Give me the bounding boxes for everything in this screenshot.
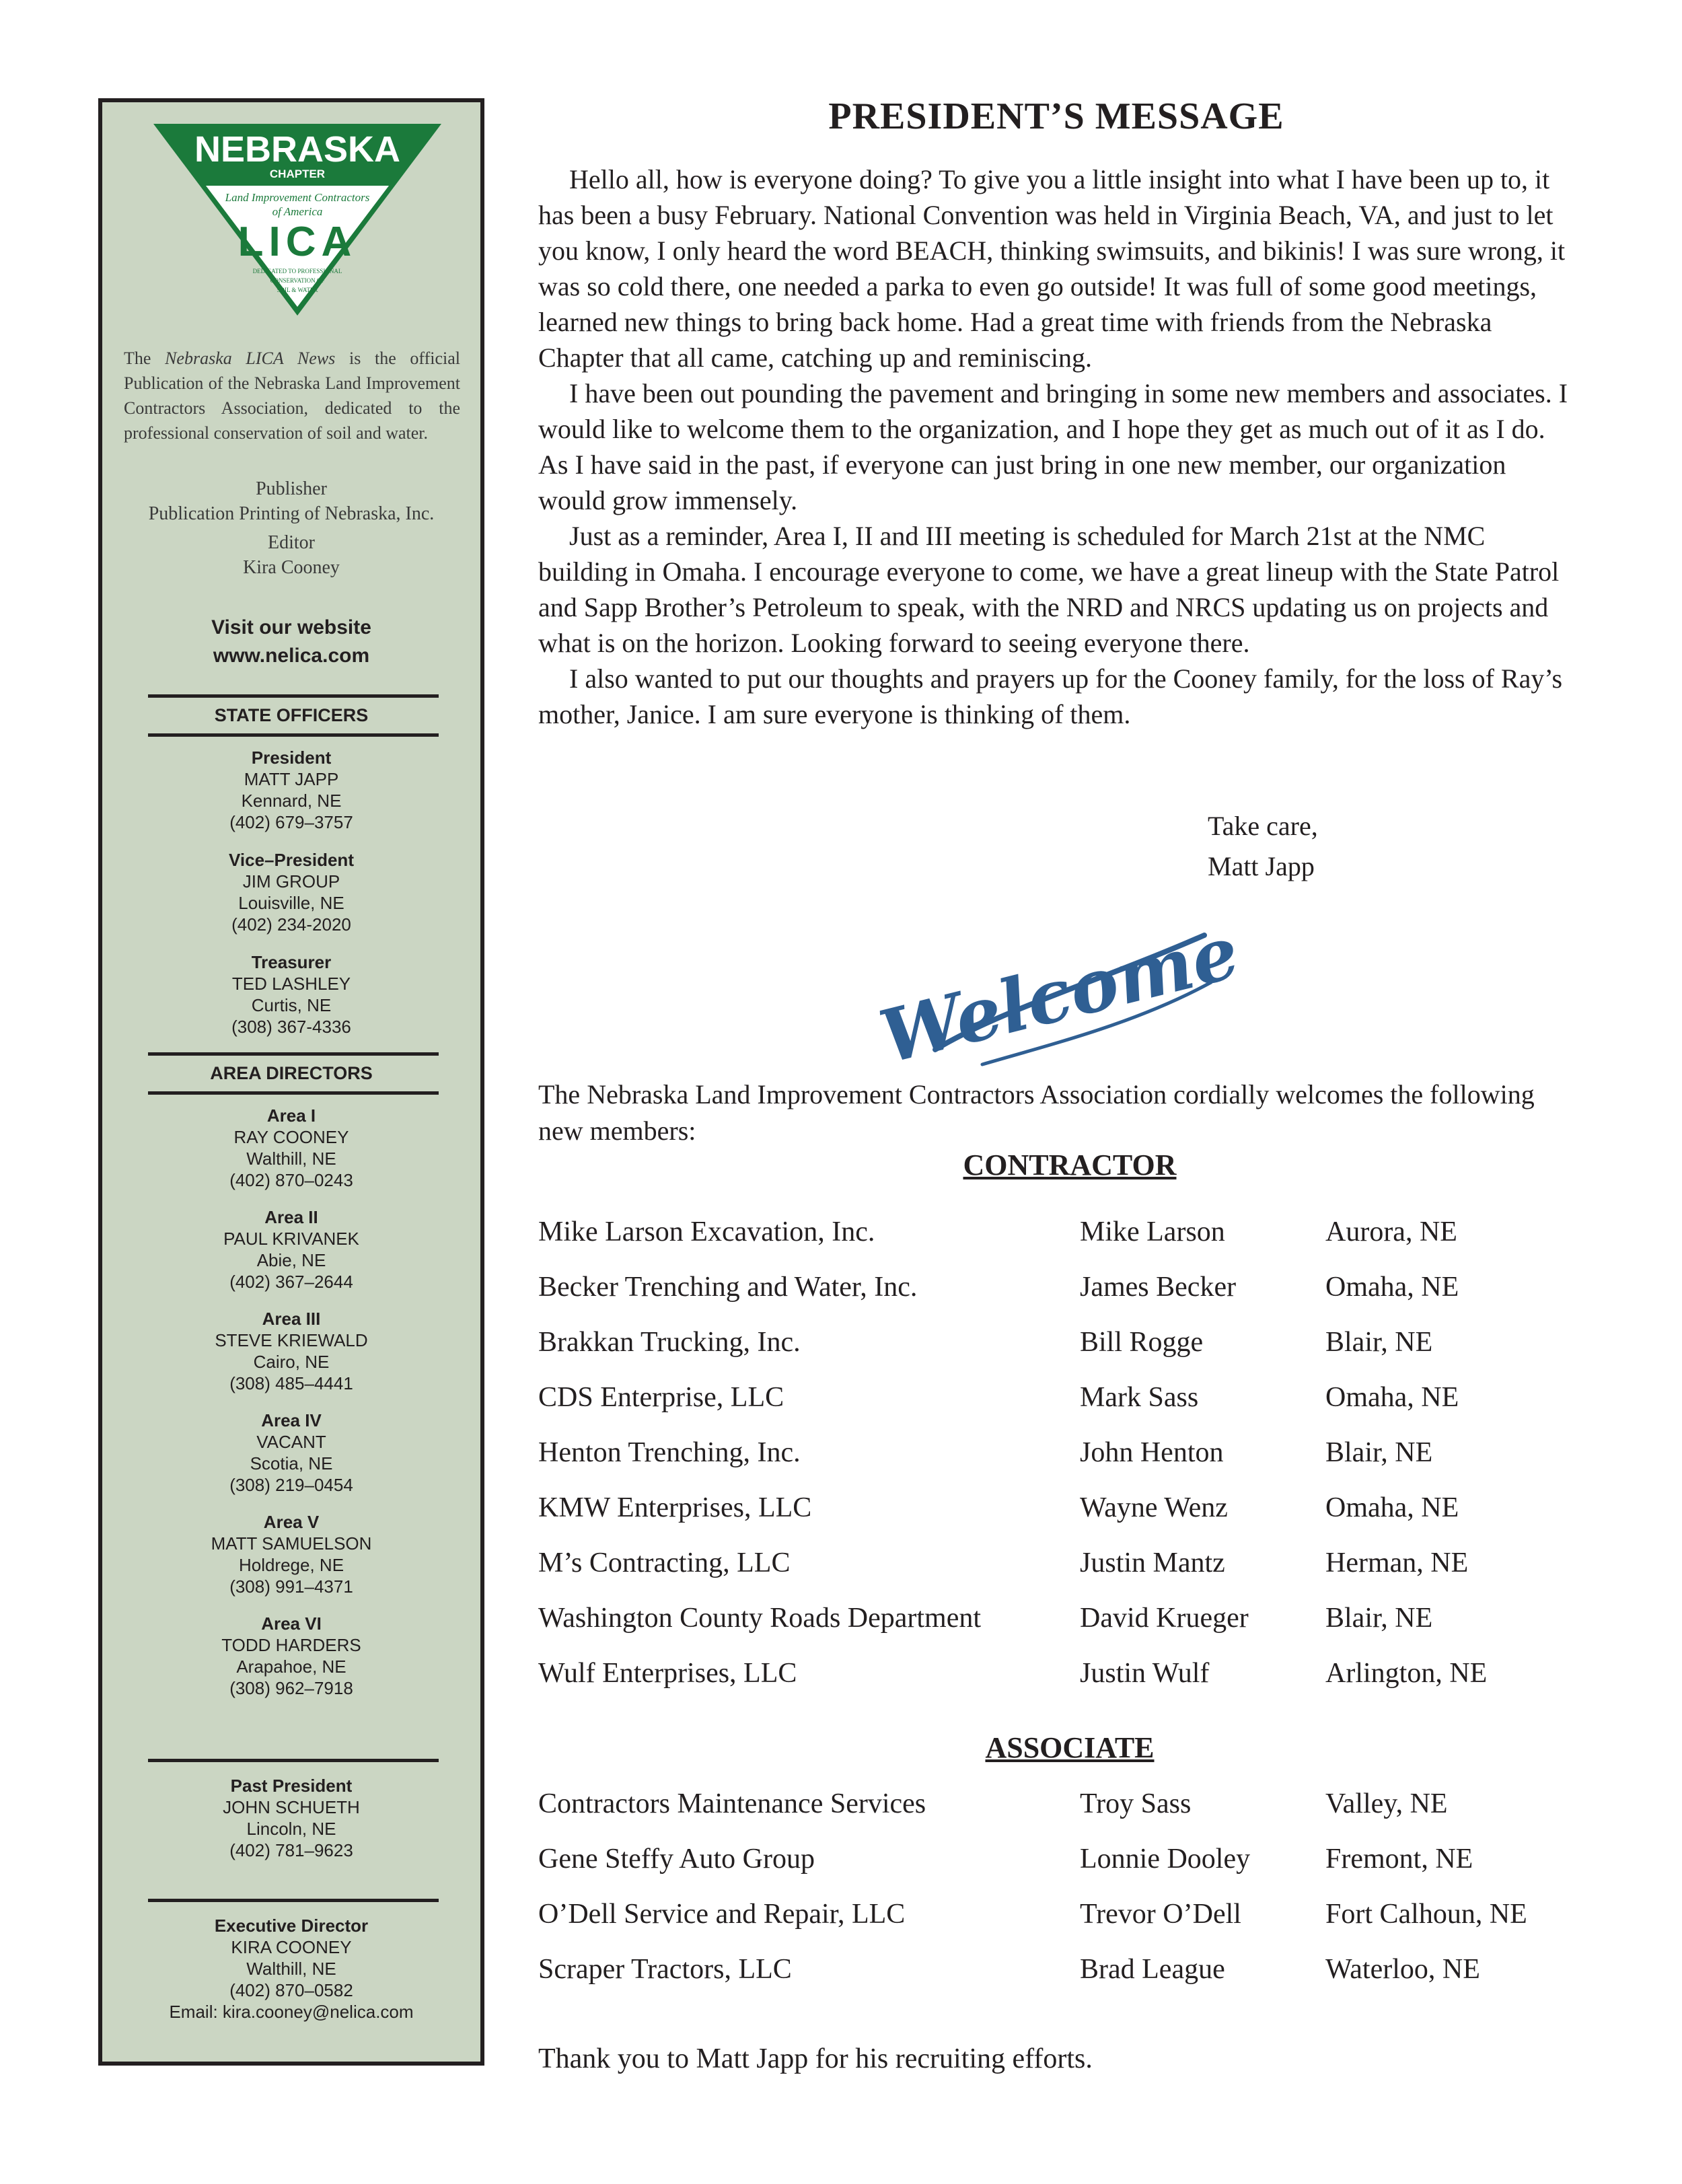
director-name: TODD HARDERS bbox=[221, 1635, 361, 1655]
member-company: CDS Enterprise, LLC bbox=[538, 1382, 784, 1413]
logo-motto-line1: DEDICATED TO PROFESSIONAL bbox=[252, 268, 342, 275]
director-name: MATT SAMUELSON bbox=[211, 1533, 372, 1554]
about-pre: The bbox=[124, 349, 166, 368]
member-company: M’s Contracting, LLC bbox=[538, 1548, 791, 1578]
member-contact: David Krueger bbox=[1080, 1603, 1249, 1634]
executive-director-role: Executive Director bbox=[214, 1916, 369, 1936]
message-paragraph: Hello all, how is everyone doing? To give you a little insight into what I have been up to, it has been a busy February. National Convention was held in Virginia Beach, VA, and just to let you know, I only heard the word BEACH, thinking swimsuits, and bikinis! I was sure wrong, it was so cold there, one needed a parka to even go outside! It was full of some good meetings, learned new things to bring back home. Had a great time with friends from the Nebraska Chapter that all came, catching up and reminiscing. bbox=[538, 164, 1566, 373]
director-city: Arapahoe, NE bbox=[236, 1657, 346, 1677]
member-city: Fremont, NE bbox=[1325, 1844, 1473, 1874]
contractor-heading: CONTRACTOR bbox=[963, 1149, 1177, 1181]
divider bbox=[148, 733, 439, 737]
member-contact: Justin Mantz bbox=[1080, 1548, 1225, 1578]
divider bbox=[148, 1091, 439, 1095]
past-president-role: Past President bbox=[230, 1776, 353, 1796]
director-name: STEVE KRIEWALD bbox=[215, 1330, 368, 1350]
divider bbox=[148, 1899, 439, 1902]
sidebar bbox=[98, 98, 484, 2066]
member-contact: Troy Sass bbox=[1080, 1788, 1192, 1819]
about-post: is the official Publication of the Nebraska Land Improvement Contractors Association, dedicated to the professional conservation of soil and water. bbox=[124, 349, 461, 443]
director-name: VACANT bbox=[256, 1432, 326, 1452]
director-phone: (402) 367–2644 bbox=[229, 1272, 353, 1292]
associate-heading: ASSOCIATE bbox=[985, 1731, 1155, 1764]
member-company: Contractors Maintenance Services bbox=[538, 1788, 926, 1819]
welcome-script-graphic bbox=[871, 908, 1247, 1081]
divider bbox=[148, 1052, 439, 1056]
signature: Matt Japp bbox=[1208, 851, 1315, 881]
officer-name: TED LASHLEY bbox=[231, 974, 351, 994]
member-row bbox=[538, 1480, 1615, 1535]
member-city: Herman, NE bbox=[1325, 1548, 1469, 1578]
director-area: Area III bbox=[262, 1309, 321, 1329]
logo-acronym: LICA bbox=[237, 219, 357, 265]
member-contact: Wayne Wenz bbox=[1080, 1492, 1228, 1523]
logo-top-text: NEBRASKA bbox=[194, 129, 401, 170]
closing: Take care, bbox=[1208, 811, 1318, 841]
officer-city: Louisville, NE bbox=[238, 893, 344, 913]
member-company: Brakkan Trucking, Inc. bbox=[538, 1327, 801, 1358]
member-row bbox=[538, 1535, 1615, 1591]
member-row bbox=[538, 1887, 1615, 1942]
member-row bbox=[538, 1776, 1615, 1831]
director-name: PAUL KRIVANEK bbox=[223, 1229, 359, 1249]
thanks-note: Thank you to Matt Japp for his recruiting efforts. bbox=[538, 2043, 1093, 2074]
director-phone: (308) 962–7918 bbox=[229, 1678, 353, 1698]
member-row bbox=[538, 1425, 1615, 1480]
presidents-message bbox=[538, 161, 1574, 732]
publisher-label: Publisher bbox=[256, 478, 327, 499]
publication-about bbox=[124, 346, 460, 445]
member-contact: John Henton bbox=[1080, 1437, 1224, 1468]
member-city: Blair, NE bbox=[1325, 1603, 1433, 1634]
member-contact: Lonnie Dooley bbox=[1080, 1844, 1251, 1874]
officer-phone: (402) 679–3757 bbox=[229, 812, 353, 832]
past-president-entry bbox=[102, 1775, 480, 1861]
executive-director-email[interactable]: Email: kira.cooney@nelica.com bbox=[169, 2002, 414, 2022]
officer-entry bbox=[102, 747, 480, 833]
logo-chapter-text: CHAPTER bbox=[269, 168, 326, 180]
member-company: Washington County Roads Department bbox=[538, 1603, 982, 1634]
director-city: Scotia, NE bbox=[250, 1453, 333, 1473]
director-area: Area IV bbox=[261, 1410, 322, 1430]
officer-name: JIM GROUP bbox=[242, 871, 340, 891]
director-entry bbox=[102, 1308, 480, 1394]
member-row bbox=[538, 1646, 1615, 1701]
director-entry bbox=[102, 1206, 480, 1293]
member-city: Omaha, NE bbox=[1325, 1492, 1459, 1523]
member-contact: Brad League bbox=[1080, 1954, 1225, 1985]
divider bbox=[148, 1759, 439, 1762]
member-city: Fort Calhoun, NE bbox=[1325, 1899, 1527, 1930]
member-company: Henton Trenching, Inc. bbox=[538, 1437, 801, 1468]
member-row bbox=[538, 1591, 1615, 1646]
director-name: RAY COONEY bbox=[233, 1127, 349, 1147]
member-contact: Justin Wulf bbox=[1080, 1658, 1210, 1689]
member-city: Omaha, NE bbox=[1325, 1272, 1459, 1303]
director-area: Area VI bbox=[261, 1613, 322, 1634]
editor-name: Kira Cooney bbox=[243, 557, 340, 578]
director-city: Cairo, NE bbox=[253, 1352, 330, 1372]
director-entry bbox=[102, 1613, 480, 1699]
member-contact: Bill Rogge bbox=[1080, 1327, 1204, 1358]
director-city: Holdrege, NE bbox=[238, 1555, 344, 1575]
member-contact: James Becker bbox=[1080, 1272, 1237, 1303]
past-president-name: JOHN SCHUETH bbox=[223, 1797, 360, 1817]
editor-label: Editor bbox=[268, 532, 315, 553]
area-directors-heading: AREA DIRECTORS bbox=[210, 1063, 373, 1083]
director-area: Area I bbox=[266, 1105, 316, 1126]
executive-director-entry bbox=[102, 1915, 480, 2023]
lica-logo bbox=[149, 124, 445, 316]
member-company: Mike Larson Excavation, Inc. bbox=[538, 1216, 875, 1247]
member-city: Omaha, NE bbox=[1325, 1382, 1459, 1413]
director-entry bbox=[102, 1105, 480, 1191]
member-contact: Trevor O’Dell bbox=[1080, 1899, 1241, 1930]
past-president-city: Lincoln, NE bbox=[246, 1819, 336, 1839]
logo-motto-line3: SOIL & WATER bbox=[277, 287, 318, 293]
member-company: O’Dell Service and Repair, LLC bbox=[538, 1899, 906, 1930]
director-phone: (308) 485–4441 bbox=[229, 1373, 353, 1393]
member-row bbox=[538, 1315, 1615, 1370]
member-row bbox=[538, 1260, 1615, 1315]
member-contact: Mike Larson bbox=[1080, 1216, 1225, 1247]
officer-entry bbox=[102, 951, 480, 1038]
member-city: Blair, NE bbox=[1325, 1327, 1433, 1358]
member-company: Scraper Tractors, LLC bbox=[538, 1954, 792, 1985]
publisher-block bbox=[102, 476, 480, 526]
logo-org-line1: Land Improvement Contractors bbox=[225, 191, 370, 204]
editor-block bbox=[102, 530, 480, 580]
executive-director-phone: (402) 870–0582 bbox=[229, 1980, 353, 2000]
member-contact: Mark Sass bbox=[1080, 1382, 1199, 1413]
welcome-intro: The Nebraska Land Improvement Contractors Association cordially welcomes the following new members: bbox=[538, 1079, 1535, 1146]
member-row bbox=[538, 1204, 1615, 1260]
director-entry bbox=[102, 1511, 480, 1597]
officer-phone: (402) 234-2020 bbox=[231, 914, 351, 935]
member-city: Waterloo, NE bbox=[1325, 1954, 1480, 1985]
website-block bbox=[102, 614, 480, 670]
executive-director-city: Walthill, NE bbox=[246, 1959, 336, 1979]
member-row bbox=[538, 1370, 1615, 1425]
officer-city: Curtis, NE bbox=[251, 995, 332, 1015]
about-publication-name: Nebraska LICA News bbox=[165, 349, 336, 368]
member-city: Valley, NE bbox=[1325, 1788, 1448, 1819]
officer-role: Vice–President bbox=[229, 850, 354, 870]
member-row bbox=[538, 1942, 1615, 1997]
welcome-word: Welcome bbox=[871, 909, 1247, 1081]
officer-entry bbox=[102, 849, 480, 935]
state-officers-heading: STATE OFFICERS bbox=[214, 705, 369, 725]
officer-phone: (308) 367-4336 bbox=[231, 1017, 351, 1037]
member-company: KMW Enterprises, LLC bbox=[538, 1492, 812, 1523]
director-phone: (402) 870–0243 bbox=[229, 1170, 353, 1190]
director-phone: (308) 991–4371 bbox=[229, 1576, 353, 1597]
officer-role: Treasurer bbox=[251, 952, 332, 972]
message-paragraph: Just as a reminder, Area I, II and III meeting is scheduled for March 21st at the NMC building in Omaha. I encourage everyone to come, we have a great lineup with the State Patrol and Sapp Brother’s Petroleum to speak, with the NRD and NRCS updating us on projects and what is on the horizon. Looking forward to seeing everyone there. bbox=[538, 521, 1560, 658]
director-area: Area II bbox=[264, 1207, 318, 1227]
executive-director-name: KIRA COONEY bbox=[231, 1937, 352, 1957]
member-city: Arlington, NE bbox=[1325, 1658, 1488, 1689]
director-entry bbox=[102, 1410, 480, 1496]
message-paragraph: I also wanted to put our thoughts and prayers up for the Cooney family, for the loss of Ray’s mother, Janice. I am sure everyone is thinking of them. bbox=[538, 663, 1563, 729]
director-city: Walthill, NE bbox=[246, 1149, 336, 1169]
website-link[interactable]: www.nelica.com bbox=[213, 645, 370, 667]
past-president-phone: (402) 781–9623 bbox=[229, 1840, 353, 1860]
member-row bbox=[538, 1831, 1615, 1887]
page-title: PRESIDENT’S MESSAGE bbox=[828, 96, 1284, 137]
officer-city: Kennard, NE bbox=[241, 791, 342, 811]
member-city: Aurora, NE bbox=[1325, 1216, 1457, 1247]
officer-name: MATT JAPP bbox=[244, 769, 339, 789]
publisher-name: Publication Printing of Nebraska, Inc. bbox=[148, 503, 435, 524]
logo-org-line2: of America bbox=[272, 205, 323, 218]
director-city: Abie, NE bbox=[256, 1250, 326, 1270]
website-label: Visit our website bbox=[211, 616, 371, 639]
message-paragraph: I have been out pounding the pavement and bringing in some new members and associates. I would like to welcome them to the organization, and I hope they get as much out of it as I do. As I have said in the past, if everyone can just bring in one new member, our organization would grow immensely. bbox=[538, 378, 1568, 515]
logo-motto-line2: CONSERVATION OF bbox=[270, 277, 325, 284]
member-city: Blair, NE bbox=[1325, 1437, 1433, 1468]
director-phone: (308) 219–0454 bbox=[229, 1475, 353, 1495]
member-company: Becker Trenching and Water, Inc. bbox=[538, 1272, 918, 1303]
member-company: Wulf Enterprises, LLC bbox=[538, 1658, 797, 1689]
officer-role: President bbox=[251, 748, 332, 768]
member-company: Gene Steffy Auto Group bbox=[538, 1844, 815, 1874]
divider bbox=[148, 694, 439, 698]
director-area: Area V bbox=[263, 1512, 320, 1532]
